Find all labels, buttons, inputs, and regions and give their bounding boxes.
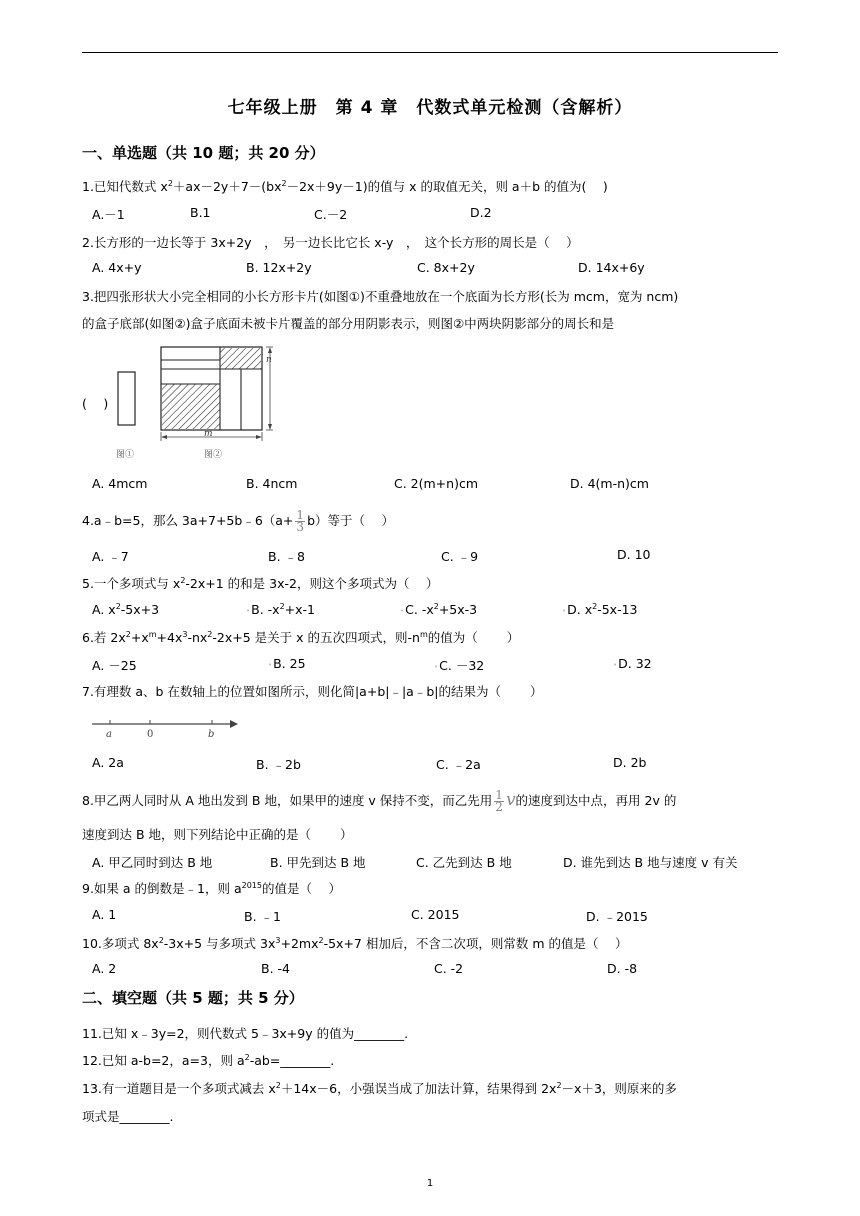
fraction-one-half: $\frac{1}{2}$ <box>495 788 503 814</box>
q8-option-d: D. 谁先到达 B 地与速度 v 有关 <box>563 855 738 870</box>
q9-option-b: B. ﹣1 <box>244 909 281 924</box>
q4-option-b: B. ﹣8 <box>268 549 305 564</box>
fig1-card <box>118 372 135 425</box>
q10-option-d: D. -8 <box>607 961 638 976</box>
q6-option-d: •D. 32 <box>613 656 652 671</box>
label-n: n <box>266 355 272 365</box>
q9-option-d: D. ﹣2015 <box>586 909 648 924</box>
q4-option-d: D. 10 <box>617 547 651 562</box>
q5-option-a: A. $x^2-5x+3$ <box>92 601 160 617</box>
q10-option-a: A. 2 <box>92 961 117 976</box>
q10-option-c: C. -2 <box>434 961 464 976</box>
q7-option-c: C. ﹣2a <box>436 757 481 772</box>
q1-option-d: D.2 <box>470 205 492 220</box>
axis-label-zero: 0 <box>147 729 154 740</box>
header-rule <box>82 52 778 53</box>
page-title: 七年级上册 第 4 章 代数式单元检测（含解析） <box>227 98 633 118</box>
axis-label-a: a <box>106 729 112 740</box>
question-10: 10.多项式 $8x^2-3x+5$ 与多项式 $3x^3+2mx^2-5x+7$ 相加后，不含二次项，则常数 m 的值是（ ） <box>82 935 628 951</box>
question-8-line-2: 速度到达 B 地，则下列结论中正确的是（ ） <box>82 827 353 842</box>
page-number: 1 <box>426 1178 434 1189</box>
q5-option-b: •B. $-x^2+x-1$ <box>246 601 316 617</box>
q3-option-c: C. 2(m+n)cm <box>394 476 479 491</box>
question-8-line-1: 8.甲乙两人同时从 A 地出发到 B 地，如果甲的速度 v 保持不变，而乙先用 $\frac{1}{2}$ v的速度到达中点，再用 2v 的 <box>82 788 677 814</box>
q2-option-a: A. 4x+y <box>92 260 142 275</box>
question-3-line-1: 3.把四张形状大小完全相同的小长方形卡片(如图①)不重叠地放在一个底面为长方形(长为 mcm，宽为 ncm) <box>82 289 679 304</box>
q3-option-d: D. 4(m-n)cm <box>570 476 649 491</box>
section-heading-fill-blank: 二、填空题（共 5 题；共 5 分） <box>82 989 304 1007</box>
label-m: m <box>204 429 213 439</box>
question-11: 11.已知 x﹣3y=2，则代数式 5﹣3x+9y 的值为________. <box>82 1026 409 1041</box>
q8-option-c: C. 乙先到达 B 地 <box>416 855 512 870</box>
q3-figure <box>110 342 285 464</box>
q6-option-a: A. －25 <box>92 658 137 673</box>
q2-option-b: B. 12x+2y <box>246 260 312 275</box>
q4-option-c: C. ﹣9 <box>441 549 479 564</box>
q9-option-a: A. 1 <box>92 907 117 922</box>
q7-option-b: B. ﹣2b <box>256 757 301 772</box>
question-6: 6.若 $2x^2+x^m+4x^3-nx^2-2x+5$ 是关于 x 的五次四项式，则$-n^m$的值为（ ） <box>82 629 520 645</box>
fig2-caption: 图② <box>204 450 223 460</box>
fig1-caption: 图① <box>116 450 135 460</box>
q1-option-a: A.－1 <box>92 207 125 222</box>
question-1: 1.已知代数式 $x^2+ax-2y+7-(bx^2-2x+9y-1)$的值与 x 的取值无关，则 a＋b 的值为( ) <box>82 178 608 194</box>
q7-option-a: A. 2a <box>92 755 124 770</box>
question-13-line-2: 项式是________. <box>82 1109 174 1124</box>
q1-option-c: C.－2 <box>314 207 348 222</box>
question-3-paren: ( ) <box>82 396 109 411</box>
axis-label-b: b <box>208 729 215 740</box>
number-line <box>90 713 242 741</box>
q9-option-c: C. 2015 <box>411 907 460 922</box>
q8-option-a: A. 甲乙同时到达 B 地 <box>92 855 213 870</box>
question-12: 12.已知 a-b=2，a=3，则 $a^2-ab=\_\_\_\_\_\_\_\_$. <box>82 1052 335 1068</box>
q1-option-b: B.1 <box>190 205 211 220</box>
q6-option-b: •B. 25 <box>268 656 306 671</box>
q5-option-d: •D. $x^2-5x-13$ <box>562 601 638 617</box>
q5-option-c: •C. $-x^2+5x-3$ <box>400 601 478 617</box>
q4-option-a: A. ﹣7 <box>92 549 129 564</box>
section-heading-single-choice: 一、单选题（共 10 题；共 20 分） <box>82 144 325 162</box>
question-2: 2.长方形的一边长等于 3x+2y ， 另一边长比它长 x-y ， 这个长方形的周长是（ ） <box>82 235 579 250</box>
q3-option-a: A. 4mcm <box>92 476 148 491</box>
fraction-one-third: $\frac{1}{3}$ <box>296 508 305 534</box>
q8-option-b: B. 甲先到达 B 地 <box>270 855 366 870</box>
q2-option-c: C. 8x+2y <box>417 260 475 275</box>
q10-option-b: B. -4 <box>261 961 290 976</box>
question-5: 5.一个多项式与 $x^2-2x+1$ 的和是 3x-2，则这个多项式为（ ） <box>82 575 439 591</box>
shade-top-right <box>220 348 261 369</box>
question-3-line-2: 的盒子底部(如图②)盒子底面未被卡片覆盖的部分用阴影表示，则图②中两块阴影部分的周长和是 <box>82 316 615 331</box>
q3-option-b: B. 4ncm <box>246 476 298 491</box>
shade-bottom-left <box>162 384 220 429</box>
question-7: 7.有理数 a、b 在数轴上的位置如图所示，则化简|a+b|﹣|a﹣b|的结果为（ ） <box>82 684 543 699</box>
question-13-line-1: 13.有一道题目是一个多项式减去 $x^2+14x-6$，小强误当成了加法计算，结果得到 $2x^2-x+3$，则原来的多 <box>82 1080 677 1096</box>
q6-option-c: •C. －32 <box>434 658 485 673</box>
q7-option-d: D. 2b <box>613 755 647 770</box>
question-9: 9.如果 a 的倒数是﹣1，则 $a^{2015}$的值是（ ） <box>82 880 341 896</box>
question-4: 4.a﹣b=5，那么 3a+7+5b﹣6（a+ $\frac{1}{3}$ b）等于（ ） <box>82 508 394 534</box>
q2-option-d: D. 14x+6y <box>578 260 645 275</box>
